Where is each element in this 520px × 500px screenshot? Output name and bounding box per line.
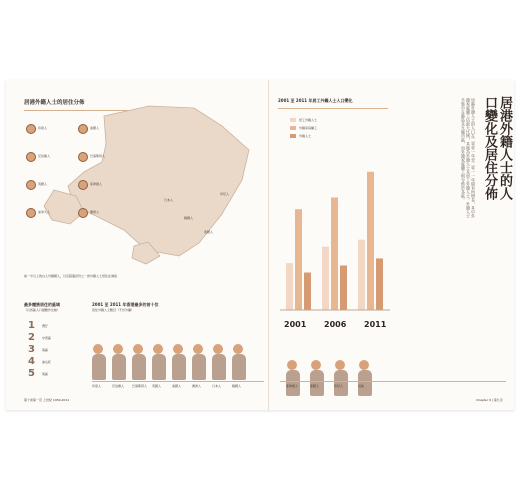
figure-label-american: 美國人 <box>172 384 182 388</box>
bar-2001-0 <box>286 263 293 310</box>
figure-label-indian: 印度人 <box>92 384 102 388</box>
bar-2001-1 <box>295 209 302 310</box>
figure-indonesian <box>334 360 346 396</box>
figure-other <box>358 360 370 396</box>
year-label-2001: 2001 <box>284 320 307 329</box>
book-spine <box>268 80 269 410</box>
canadian-portrait-icon <box>26 208 36 218</box>
bar-2011-0 <box>358 240 365 310</box>
legend-swatch-workers <box>290 118 296 122</box>
figure-label-british: 英國人 <box>152 384 162 388</box>
rank-number-2: 2 <box>28 332 35 343</box>
figure-australian <box>192 344 204 380</box>
map-label-indonesian: 印尼人 <box>220 192 230 196</box>
ranking-subtitle: （以該區人口總數作比較） <box>24 308 61 312</box>
year-label-2006: 2006 <box>324 320 347 329</box>
figure-indian <box>92 344 104 380</box>
figure-label-nepalese: 尼泊爾人 <box>112 384 125 388</box>
map-label-australian: 澳洲人 <box>90 210 100 214</box>
figure-american <box>172 344 184 380</box>
map-title: 居港外籍人士的居住分佈 <box>24 100 85 106</box>
map-label-british: 英國人 <box>38 182 48 186</box>
book-spread <box>6 80 514 410</box>
figure-filipino <box>286 360 298 396</box>
figure-korean <box>232 344 244 380</box>
figure-label-korean: 韓國人 <box>232 384 242 388</box>
rank-item-4: 油尖旺 <box>42 360 52 364</box>
nationality-figure-row <box>92 326 264 380</box>
filipino-portrait-icon <box>78 180 88 190</box>
right-footer: Chapter 9 | 第九章 <box>476 398 503 402</box>
map-label-pakistani: 巴基斯坦人 <box>90 154 106 158</box>
page-title: 居港外籍人士的人口變化及居住分佈 <box>482 96 512 200</box>
figure-label-australian: 澳洲人 <box>192 384 202 388</box>
map-label-canadian: 加拿大人 <box>38 210 51 214</box>
hong-kong-map <box>14 88 262 268</box>
bar-2011-1 <box>367 172 374 310</box>
rank-number-4: 4 <box>28 356 35 367</box>
pakistani-portrait-icon <box>78 152 88 162</box>
legend-label-domestic: 外籍家庭傭工 <box>299 126 318 130</box>
legend-swatch-domestic <box>290 126 296 130</box>
figure-british <box>152 344 164 380</box>
figure-label-japanese: 日本人 <box>212 384 222 388</box>
figure-pakistani <box>132 344 144 380</box>
legend-label-foreigners: 外籍人士 <box>299 134 312 138</box>
american-portrait-icon <box>78 124 88 134</box>
bar-2001-2 <box>304 273 311 311</box>
figure-label-thai: 泰國人 <box>310 384 320 388</box>
nepalese-portrait-icon <box>26 152 36 162</box>
map-label-korean: 韓國人 <box>184 216 194 220</box>
nationality-chart-title: 2001 至 2011 年香港最多的首十位 <box>92 302 159 307</box>
legend-label-workers: 居工外籍人士 <box>299 118 318 122</box>
right-baseline <box>280 381 506 382</box>
rank-item-2: 中西區 <box>42 336 52 340</box>
population-bar-chart <box>280 134 390 318</box>
map-label-indian: 印度人 <box>38 126 48 130</box>
british-portrait-icon <box>26 180 36 190</box>
rank-item-3: 南區 <box>42 348 49 352</box>
bar-2006-0 <box>322 247 329 310</box>
ranking-title: 最多種族居住的區域 <box>24 302 60 307</box>
nationality-baseline <box>92 381 264 382</box>
map-caption: 前一半以上的白人外籍國人，以及超過四份之一的外籍人士居住在港島 <box>24 274 118 278</box>
rank-number-5: 5 <box>28 368 35 379</box>
map-label-filipino: 菲律賓人 <box>90 182 103 186</box>
figure-label-other: 其他 <box>358 384 365 388</box>
figure-nepalese <box>112 344 124 380</box>
map-label-american: 美國人 <box>90 126 100 130</box>
bar-2006-1 <box>331 198 338 311</box>
bar-2011-2 <box>376 258 383 310</box>
rank-item-1: 灣仔 <box>42 324 49 328</box>
population-chart-rule <box>278 108 388 109</box>
left-footer: 第十卷第一章 上世紀 1950-2011 <box>24 398 70 402</box>
rank-number-3: 3 <box>28 344 35 355</box>
nationality-chart-subtitle: 居住外籍人士數目（不計外傭） <box>92 308 135 312</box>
rank-item-5: 東區 <box>42 372 49 376</box>
map-label-thai: 泰國人 <box>204 230 214 234</box>
bar-2006-2 <box>340 265 347 310</box>
population-chart-title: 2001 至 2011 年居工外籍人士人口變化 <box>278 98 353 103</box>
map-label-japanese: 日本人 <box>164 198 174 202</box>
figure-label-indonesian: 印尼人 <box>334 384 344 388</box>
figure-label-filipino: 菲律賓人 <box>286 384 299 388</box>
figure-label-pakistani: 巴基斯坦人 <box>132 384 148 388</box>
year-label-2011: 2011 <box>364 320 387 329</box>
map-label-nepalese: 尼泊爾人 <box>38 154 51 158</box>
figure-japanese <box>212 344 224 380</box>
body-text: 居港外籍人士的人口在二零零一年至二零一一年間有所增長，其中外籍家庭傭工佔最大比例，其後為外籍人士及居工外籍人士。外籍人士多集中在港島及九龍市區，而外籍家庭傭工則分佈於各區。 <box>461 98 476 218</box>
australian-portrait-icon <box>78 208 88 218</box>
rank-number-1: 1 <box>28 320 35 331</box>
indian-portrait-icon <box>26 124 36 134</box>
figure-thai <box>310 360 322 396</box>
